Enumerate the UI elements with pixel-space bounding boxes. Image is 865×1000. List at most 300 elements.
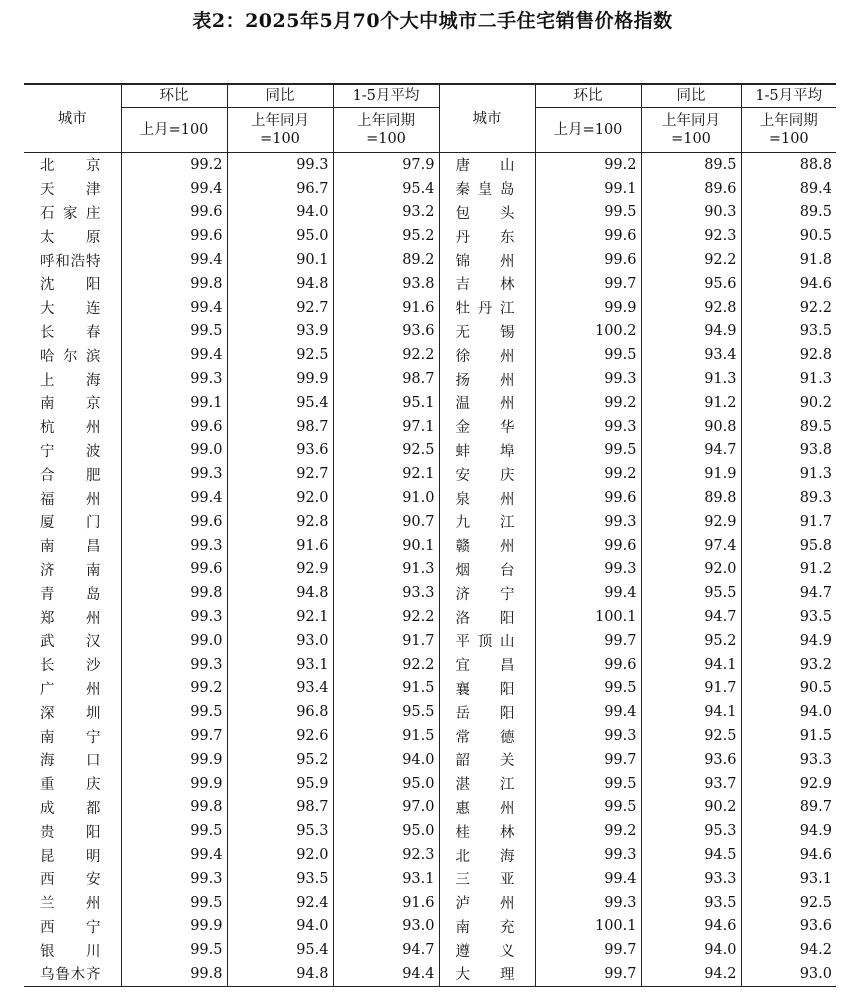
avg-cell: 94.4: [333, 962, 439, 986]
yoy-cell: 92.1: [227, 605, 333, 629]
city-cell: 石家庄: [40, 205, 101, 222]
yoy-cell: 94.7: [641, 605, 741, 629]
yoy-cell: 98.7: [227, 415, 333, 439]
avg-base-right: 上年同期 =100: [741, 108, 836, 153]
table-row: [24, 534, 836, 558]
yoy-cell: 94.1: [641, 653, 741, 677]
avg-cell: 89.2: [333, 248, 439, 272]
mom-cell: 99.6: [535, 486, 641, 510]
avg-cell: 90.2: [741, 391, 836, 415]
yoy-cell: 92.9: [227, 558, 333, 582]
avg-cell: 94.0: [333, 748, 439, 772]
yoy-cell: 91.9: [641, 462, 741, 486]
mom-cell: 99.6: [535, 224, 641, 248]
city-cell: 长沙: [40, 658, 101, 675]
mom-cell: 99.6: [121, 415, 227, 439]
mom-cell: 99.7: [535, 748, 641, 772]
page-title: 表2：2025年5月70个大中城市二手住宅销售价格指数: [192, 10, 673, 32]
yoy-cell: 92.0: [641, 558, 741, 582]
city-cell: 包头: [439, 201, 535, 225]
col-avg-header-right: 1-5月平均: [741, 84, 836, 108]
mom-cell: 99.4: [121, 843, 227, 867]
table-row: [24, 248, 836, 272]
col-city-header-right: 城市: [439, 84, 535, 153]
mom-cell: 99.5: [121, 700, 227, 724]
mom-cell: 100.1: [535, 915, 641, 939]
yoy-cell: 95.6: [641, 272, 741, 296]
city-cell: 扬州: [439, 367, 535, 391]
mom-cell: 99.5: [121, 938, 227, 962]
city-cell: 广州: [40, 681, 101, 698]
mom-cell: 99.5: [535, 201, 641, 225]
avg-cell: 88.8: [741, 153, 836, 177]
city-cell: 北京: [40, 158, 101, 175]
city-cell: 西安: [40, 872, 101, 889]
yoy-cell: 93.6: [227, 439, 333, 463]
yoy-cell: 89.8: [641, 486, 741, 510]
avg-cell: 94.2: [741, 938, 836, 962]
table-row: [24, 558, 836, 582]
avg-cell: 95.1: [333, 391, 439, 415]
mom-cell: 99.9: [121, 772, 227, 796]
header-row-1: [24, 84, 836, 108]
table-row: [24, 153, 836, 177]
table-row: [24, 272, 836, 296]
city-cell: 深圳: [40, 705, 101, 722]
yoy-cell: 95.4: [227, 938, 333, 962]
yoy-cell: 95.5: [641, 581, 741, 605]
yoy-cell: 94.0: [227, 201, 333, 225]
city-cell: 武汉: [40, 634, 101, 651]
table-row: [24, 653, 836, 677]
mom-cell: 99.3: [121, 462, 227, 486]
city-cell: 三亚: [439, 867, 535, 891]
table-row: [24, 724, 836, 748]
mom-cell: 99.5: [121, 819, 227, 843]
mom-cell: 99.5: [121, 891, 227, 915]
city-cell: 九江: [439, 510, 535, 534]
avg-cell: 93.2: [333, 201, 439, 225]
mom-cell: 99.4: [121, 486, 227, 510]
yoy-cell: 97.4: [641, 534, 741, 558]
avg-cell: 93.3: [741, 748, 836, 772]
mom-cell: 99.1: [535, 177, 641, 201]
avg-cell: 95.2: [333, 224, 439, 248]
mom-cell: 99.0: [121, 439, 227, 463]
table-row: [24, 915, 836, 939]
avg-cell: 91.0: [333, 486, 439, 510]
yoy-cell: 91.2: [641, 391, 741, 415]
avg-cell: 89.4: [741, 177, 836, 201]
mom-cell: 99.1: [121, 391, 227, 415]
avg-cell: 91.7: [741, 510, 836, 534]
avg-cell: 95.5: [333, 700, 439, 724]
city-cell: 韶关: [439, 748, 535, 772]
mom-cell: 99.3: [535, 843, 641, 867]
avg-cell: 93.1: [741, 867, 836, 891]
yoy-cell: 94.8: [227, 581, 333, 605]
city-cell: 北海: [439, 843, 535, 867]
avg-cell: 94.6: [741, 843, 836, 867]
city-cell: 上海: [40, 372, 101, 389]
city-cell: 济宁: [439, 581, 535, 605]
yoy-cell: 95.3: [227, 819, 333, 843]
table-row: [24, 462, 836, 486]
avg-cell: 93.8: [333, 272, 439, 296]
mom-cell: 99.6: [535, 653, 641, 677]
city-cell: 郑州: [40, 610, 101, 627]
avg-cell: 93.2: [741, 653, 836, 677]
yoy-cell: 95.3: [641, 819, 741, 843]
yoy-cell: 92.7: [227, 296, 333, 320]
table-row: [24, 296, 836, 320]
city-cell: 吉林: [439, 272, 535, 296]
avg-cell: 89.3: [741, 486, 836, 510]
mom-cell: 99.7: [535, 272, 641, 296]
avg-cell: 91.5: [741, 724, 836, 748]
col-yoy-header: 同比: [227, 84, 333, 108]
yoy-cell: 92.5: [641, 724, 741, 748]
city-cell: 贵阳: [40, 824, 101, 841]
city-cell: 惠州: [439, 796, 535, 820]
city-cell: 牡丹江: [439, 296, 535, 320]
yoy-cell: 90.2: [641, 796, 741, 820]
yoy-cell: 92.3: [641, 224, 741, 248]
mom-cell: 99.3: [535, 510, 641, 534]
yoy-cell: 89.5: [641, 153, 741, 177]
table-row: [24, 224, 836, 248]
table-row: [24, 796, 836, 820]
avg-cell: 95.4: [333, 177, 439, 201]
table-row: [24, 843, 836, 867]
col-yoy-header-right: 同比: [641, 84, 741, 108]
yoy-cell: 93.7: [641, 772, 741, 796]
city-cell: 常德: [439, 724, 535, 748]
yoy-cell: 91.6: [227, 534, 333, 558]
city-cell: 乌鲁木齐: [24, 962, 121, 986]
yoy-cell: 90.3: [641, 201, 741, 225]
yoy-base: 上年同月 =100: [227, 108, 333, 153]
avg-cell: 94.7: [333, 938, 439, 962]
mom-cell: 99.3: [535, 367, 641, 391]
avg-cell: 94.7: [741, 581, 836, 605]
avg-cell: 91.3: [333, 558, 439, 582]
avg-cell: 92.3: [333, 843, 439, 867]
yoy-cell: 95.4: [227, 391, 333, 415]
city-cell: 南京: [40, 396, 101, 413]
col-mom-header: 环比: [121, 84, 227, 108]
city-cell: 泉州: [439, 486, 535, 510]
city-cell: 太原: [40, 229, 101, 246]
avg-cell: 91.6: [333, 296, 439, 320]
avg-cell: 92.5: [741, 891, 836, 915]
yoy-cell: 94.8: [227, 272, 333, 296]
avg-cell: 90.5: [741, 224, 836, 248]
yoy-cell: 92.0: [227, 486, 333, 510]
avg-cell: 91.8: [741, 248, 836, 272]
city-cell: 大理: [439, 962, 535, 986]
yoy-cell: 89.6: [641, 177, 741, 201]
yoy-cell: 96.7: [227, 177, 333, 201]
mom-cell: 99.6: [535, 248, 641, 272]
mom-cell: 99.5: [535, 439, 641, 463]
yoy-base-right: 上年同月 =100: [641, 108, 741, 153]
avg-cell: 97.0: [333, 796, 439, 820]
yoy-cell: 99.3: [227, 153, 333, 177]
yoy-cell: 92.0: [227, 843, 333, 867]
avg-cell: 91.7: [333, 629, 439, 653]
yoy-cell: 94.8: [227, 962, 333, 986]
mom-base: 上月=100: [121, 108, 227, 153]
table-row: [24, 772, 836, 796]
yoy-cell: 91.7: [641, 677, 741, 701]
yoy-cell: 92.9: [641, 510, 741, 534]
avg-cell: 94.9: [741, 629, 836, 653]
avg-cell: 91.3: [741, 367, 836, 391]
avg-cell: 95.0: [333, 819, 439, 843]
mom-cell: 99.3: [121, 534, 227, 558]
table-row: [24, 867, 836, 891]
city-cell: 丹东: [439, 224, 535, 248]
yoy-cell: 93.4: [641, 343, 741, 367]
avg-cell: 93.3: [333, 581, 439, 605]
avg-cell: 93.5: [741, 605, 836, 629]
col-avg-header: 1-5月平均: [333, 84, 439, 108]
table-row: [24, 748, 836, 772]
mom-cell: 99.0: [121, 629, 227, 653]
avg-cell: 93.6: [741, 915, 836, 939]
yoy-cell: 92.5: [227, 343, 333, 367]
yoy-cell: 98.7: [227, 796, 333, 820]
yoy-cell: 93.0: [227, 629, 333, 653]
city-cell: 赣州: [439, 534, 535, 558]
city-cell: 合肥: [40, 467, 101, 484]
city-cell: 湛江: [439, 772, 535, 796]
mom-cell: 99.4: [121, 177, 227, 201]
avg-cell: 94.6: [741, 272, 836, 296]
yoy-cell: 94.1: [641, 700, 741, 724]
table-row: [24, 629, 836, 653]
avg-cell: 93.8: [741, 439, 836, 463]
yoy-cell: 93.5: [227, 867, 333, 891]
mom-cell: 99.8: [121, 581, 227, 605]
yoy-cell: 94.9: [641, 320, 741, 344]
table-row: [24, 415, 836, 439]
avg-cell: 90.7: [333, 510, 439, 534]
city-cell: 襄阳: [439, 677, 535, 701]
city-cell: 宜昌: [439, 653, 535, 677]
table-row: [24, 819, 836, 843]
mom-cell: 99.6: [121, 224, 227, 248]
mom-cell: 99.6: [535, 534, 641, 558]
yoy-cell: 96.8: [227, 700, 333, 724]
avg-cell: 89.5: [741, 201, 836, 225]
table-row: [24, 343, 836, 367]
avg-cell: 98.7: [333, 367, 439, 391]
mom-cell: 99.6: [121, 201, 227, 225]
yoy-cell: 94.6: [641, 915, 741, 939]
yoy-cell: 92.8: [227, 510, 333, 534]
avg-cell: 91.3: [741, 462, 836, 486]
avg-cell: 93.5: [741, 320, 836, 344]
yoy-cell: 99.9: [227, 367, 333, 391]
mom-cell: 99.8: [121, 962, 227, 986]
table-row: [24, 581, 836, 605]
avg-cell: 95.0: [333, 772, 439, 796]
avg-cell: 95.8: [741, 534, 836, 558]
city-cell: 成都: [40, 800, 101, 817]
table-row: [24, 201, 836, 225]
mom-cell: 99.5: [535, 677, 641, 701]
yoy-cell: 93.6: [641, 748, 741, 772]
yoy-cell: 95.0: [227, 224, 333, 248]
mom-cell: 99.2: [121, 677, 227, 701]
city-cell: 宁波: [40, 443, 101, 460]
mom-cell: 99.4: [121, 248, 227, 272]
price-index-table: [24, 83, 836, 987]
avg-cell: 92.8: [741, 343, 836, 367]
avg-cell: 97.1: [333, 415, 439, 439]
table-row: [24, 938, 836, 962]
avg-cell: 92.1: [333, 462, 439, 486]
mom-cell: 99.2: [535, 819, 641, 843]
city-cell: 平顶山: [439, 629, 535, 653]
yoy-cell: 91.3: [641, 367, 741, 391]
avg-cell: 91.5: [333, 724, 439, 748]
mom-cell: 99.3: [535, 724, 641, 748]
yoy-cell: 92.7: [227, 462, 333, 486]
yoy-cell: 93.1: [227, 653, 333, 677]
yoy-cell: 94.0: [641, 938, 741, 962]
table-row: [24, 439, 836, 463]
city-cell: 昆明: [40, 848, 101, 865]
city-cell: 西宁: [40, 919, 101, 936]
yoy-cell: 90.1: [227, 248, 333, 272]
avg-cell: 92.2: [741, 296, 836, 320]
col-city-header: 城市: [24, 84, 121, 153]
city-cell: 泸州: [439, 891, 535, 915]
city-cell: 金华: [439, 415, 535, 439]
city-cell: 徐州: [439, 343, 535, 367]
mom-cell: 99.2: [535, 391, 641, 415]
mom-cell: 99.3: [121, 367, 227, 391]
city-cell: 哈尔滨: [40, 348, 101, 365]
mom-cell: 99.2: [121, 153, 227, 177]
table-row: [24, 605, 836, 629]
avg-cell: 93.6: [333, 320, 439, 344]
mom-cell: 100.1: [535, 605, 641, 629]
avg-cell: 94.0: [741, 700, 836, 724]
city-cell: 遵义: [439, 938, 535, 962]
avg-cell: 90.1: [333, 534, 439, 558]
yoy-cell: 92.8: [641, 296, 741, 320]
city-cell: 南昌: [40, 539, 101, 556]
city-cell: 海口: [40, 753, 101, 770]
mom-cell: 99.3: [535, 558, 641, 582]
mom-cell: 100.2: [535, 320, 641, 344]
mom-cell: 99.9: [121, 748, 227, 772]
table-row: [24, 700, 836, 724]
mom-cell: 99.9: [535, 296, 641, 320]
yoy-cell: 90.8: [641, 415, 741, 439]
city-cell: 南充: [439, 915, 535, 939]
mom-cell: 99.7: [535, 938, 641, 962]
city-cell: 青岛: [40, 586, 101, 603]
mom-cell: 99.5: [535, 796, 641, 820]
city-cell: 唐山: [439, 153, 535, 177]
mom-cell: 99.3: [121, 653, 227, 677]
mom-cell: 99.3: [535, 415, 641, 439]
avg-cell: 97.9: [333, 153, 439, 177]
mom-cell: 99.2: [535, 153, 641, 177]
avg-cell: 94.9: [741, 819, 836, 843]
yoy-cell: 93.3: [641, 867, 741, 891]
mom-cell: 99.6: [121, 510, 227, 534]
mom-cell: 99.5: [535, 343, 641, 367]
yoy-cell: 94.7: [641, 439, 741, 463]
city-cell: 桂林: [439, 819, 535, 843]
city-cell: 烟台: [439, 558, 535, 582]
mom-cell: 99.7: [535, 629, 641, 653]
avg-cell: 93.1: [333, 867, 439, 891]
table-row: [24, 891, 836, 915]
city-cell: 秦皇岛: [439, 177, 535, 201]
mom-cell: 99.4: [535, 581, 641, 605]
yoy-cell: 94.0: [227, 915, 333, 939]
city-cell: 无锡: [439, 320, 535, 344]
yoy-cell: 92.4: [227, 891, 333, 915]
table-row: [24, 320, 836, 344]
yoy-cell: 93.4: [227, 677, 333, 701]
city-cell: 沈阳: [40, 277, 101, 294]
avg-cell: 91.5: [333, 677, 439, 701]
mom-cell: 99.3: [121, 605, 227, 629]
city-cell: 重庆: [40, 777, 101, 794]
city-cell: 杭州: [40, 420, 101, 437]
yoy-cell: 94.2: [641, 962, 741, 986]
yoy-cell: 93.9: [227, 320, 333, 344]
table-row: [24, 391, 836, 415]
avg-cell: 89.5: [741, 415, 836, 439]
table-row: [24, 486, 836, 510]
city-cell: 呼和浩特: [40, 253, 101, 270]
avg-cell: 93.0: [333, 915, 439, 939]
city-cell: 福州: [40, 491, 101, 508]
yoy-cell: 94.5: [641, 843, 741, 867]
mom-cell: 99.3: [121, 867, 227, 891]
table-row: [24, 367, 836, 391]
mom-cell: 99.4: [535, 867, 641, 891]
avg-cell: 92.5: [333, 439, 439, 463]
yoy-cell: 95.2: [227, 748, 333, 772]
mom-cell: 99.4: [121, 296, 227, 320]
table-row: [24, 510, 836, 534]
city-cell: 济南: [40, 562, 101, 579]
avg-cell: 93.0: [741, 962, 836, 986]
avg-cell: 91.6: [333, 891, 439, 915]
yoy-cell: 92.2: [641, 248, 741, 272]
yoy-cell: 95.9: [227, 772, 333, 796]
city-cell: 蚌埠: [439, 439, 535, 463]
avg-cell: 90.5: [741, 677, 836, 701]
table-body: [24, 153, 836, 987]
yoy-cell: 92.6: [227, 724, 333, 748]
avg-base: 上年同期 =100: [333, 108, 439, 153]
mom-cell: 99.6: [121, 558, 227, 582]
city-cell: 安庆: [439, 462, 535, 486]
mom-cell: 99.5: [535, 772, 641, 796]
city-cell: 银川: [40, 943, 101, 960]
